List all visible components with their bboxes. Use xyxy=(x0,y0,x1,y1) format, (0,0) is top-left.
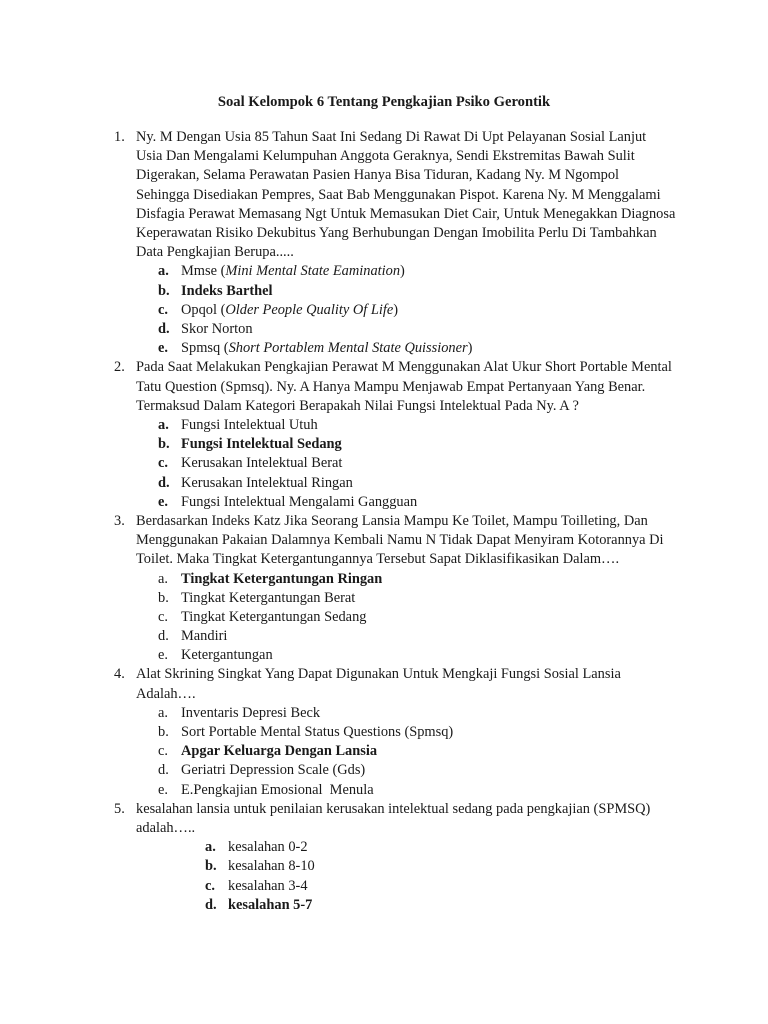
option-text: Opqol (Older People Quality Of Life) xyxy=(181,301,399,318)
question-1 xyxy=(0,128,768,358)
option-label: d. xyxy=(158,762,169,779)
option-a xyxy=(205,838,768,857)
option-label: a. xyxy=(158,570,168,587)
option-text: Tingkat Ketergantungan Sedang xyxy=(181,608,367,625)
option-label: d. xyxy=(158,320,170,337)
option-d xyxy=(158,320,768,339)
question-number: 2. xyxy=(114,359,125,376)
option-text: Spmsq (Short Portablem Mental State Quissioner) xyxy=(181,340,473,357)
option-b xyxy=(158,589,768,608)
option-text: Fungsi Intelektual Mengalami Gangguan xyxy=(181,493,418,510)
option-list xyxy=(158,416,768,512)
question-number: 1. xyxy=(114,129,125,145)
option-c xyxy=(158,301,768,320)
option-text: Mmse (Mini Mental State Eamination) xyxy=(181,263,405,280)
option-label: c. xyxy=(158,455,168,472)
option-text: Inventaris Depresi Beck xyxy=(181,704,321,721)
option-c xyxy=(205,877,768,896)
option-d xyxy=(158,627,768,646)
question-text: Pada Saat Melakukan Pengkajian Perawat M Menggunakan Alat Ukur Short Portable Mental Tatu Question (Spmsq). Ny. A Hanya Mampu Menjawab Empat Pertanyaan Yang Benar. Termaksud Dalam Kategori Berapakah Nilai Fungsi Intelektual Pada Ny. A ? xyxy=(136,359,672,414)
option-b xyxy=(158,435,768,454)
option-text: E.Pengkajian Emosional Menula xyxy=(181,781,374,798)
question-text: kesalahan lansia untuk penilaian kerusakan intelektual sedang pada pengkajian (SPMSQ) adalah….. xyxy=(136,800,651,836)
question-3 xyxy=(0,512,768,666)
option-label: a. xyxy=(158,263,169,280)
option-label: c. xyxy=(158,301,168,318)
option-label: d. xyxy=(158,474,170,491)
option-label: c. xyxy=(158,743,168,760)
option-b xyxy=(158,282,768,301)
question-text: Alat Skrining Singkat Yang Dapat Digunakan Untuk Mengkaji Fungsi Sosial Lansia Adalah…. xyxy=(136,666,621,702)
option-d xyxy=(158,474,768,493)
question-text: Berdasarkan Indeks Katz Jika Seorang Lansia Mampu Ke Toilet, Mampu Toilleting, Dan Menggunakan Pakaian Dalamnya Kembali Namu N Tidak Dapat Menyiram Kotorannya Di Toilet. Maka Tingkat Ketergantungannya Tersebut Sapat Diklasifikasikan Dalam…. xyxy=(136,512,664,568)
option-italic-text: Mini Mental State Eamination xyxy=(225,263,401,280)
option-text: Mandiri xyxy=(181,628,228,645)
question-number: 4. xyxy=(114,666,125,683)
option-list xyxy=(158,262,768,358)
option-a xyxy=(158,416,768,435)
option-label: b. xyxy=(158,724,169,741)
question-number: 5. xyxy=(114,800,125,817)
document-title: Soal Kelompok 6 Tentang Pengkajian Psiko Gerontik xyxy=(217,94,551,110)
option-label: b. xyxy=(158,589,169,606)
option-label: d. xyxy=(158,628,169,645)
option-label: a. xyxy=(158,704,168,721)
option-label: c. xyxy=(158,608,168,625)
option-text: Fungsi Intelektual Utuh xyxy=(181,416,318,433)
option-e xyxy=(158,646,768,665)
option-italic-text: Short Portablem Mental State Quissioner xyxy=(228,340,468,357)
option-text: kesalahan 3-4 xyxy=(228,877,308,894)
option-text-correct: Apgar Keluarga Dengan Lansia xyxy=(181,743,378,760)
option-b xyxy=(205,857,768,876)
option-text: Kerusakan Intelektual Berat xyxy=(181,455,343,472)
question-number: 3. xyxy=(114,512,125,529)
option-c xyxy=(158,608,768,627)
question-text: Ny. M Dengan Usia 85 Tahun Saat Ini Sedang Di Rawat Di Upt Pelayanan Sosial Lanjut Usia Dan Mengalami Kelumpuhan Anggota Geraknya, Sendi Ekstremitas Bawah Sulit Digerakan, Selama Perawatan Pasien Hanya Bisa Tiduran, Kadang Ny. M Ngompol Sehingga Disediakan Pempres, Saat Bab Menggunakan Pispot. Karena Ny. M Menggalami Disfagia Perawat Memasang Ngt Untuk Memasukan Diet Cair, Untuk Menegakkan Diagnosa Keperawatan Risiko Dekubitus Yang Berhubungan Dengan Imobilita Perlu Di Tambahkan Data Pengkajian Berupa..... xyxy=(136,129,676,261)
option-list xyxy=(205,838,768,915)
question-4 xyxy=(0,665,768,799)
option-text-correct: Tingkat Ketergantungan Ringan xyxy=(181,570,383,587)
option-label: b. xyxy=(205,858,217,875)
option-text-correct: kesalahan 5-7 xyxy=(228,896,313,913)
option-e xyxy=(158,493,768,512)
option-a xyxy=(158,570,768,589)
option-label: a. xyxy=(158,416,169,433)
question-5 xyxy=(0,800,768,915)
option-c xyxy=(158,454,768,473)
option-a xyxy=(158,704,768,723)
option-text: kesalahan 0-2 xyxy=(228,839,308,856)
option-b xyxy=(158,723,768,742)
option-c xyxy=(158,742,768,761)
option-d xyxy=(158,761,768,780)
option-label: e. xyxy=(158,493,168,510)
option-text: Skor Norton xyxy=(181,320,253,337)
option-text-correct: Indeks Barthel xyxy=(181,282,273,299)
question-list xyxy=(0,128,768,915)
option-text: Sort Portable Mental Status Questions (Spmsq) xyxy=(181,724,454,741)
option-text-correct: Fungsi Intelektual Sedang xyxy=(181,436,342,453)
option-label: e. xyxy=(158,781,168,798)
option-a xyxy=(158,262,768,281)
option-label: e. xyxy=(158,340,168,357)
option-italic-text: Older People Quality Of Life xyxy=(225,301,394,318)
option-label: b. xyxy=(158,282,170,299)
option-label: a. xyxy=(205,839,216,856)
option-text: Kerusakan Intelektual Ringan xyxy=(181,474,353,491)
option-label: c. xyxy=(205,877,215,894)
option-list xyxy=(158,704,768,800)
option-text: Ketergantungan xyxy=(181,647,273,664)
option-e xyxy=(158,781,768,800)
option-label: e. xyxy=(158,647,168,664)
option-text: kesalahan 8-10 xyxy=(228,858,315,875)
option-d xyxy=(205,896,768,915)
option-label: d. xyxy=(205,896,217,913)
question-2 xyxy=(0,358,768,512)
option-label: b. xyxy=(158,436,170,453)
option-text: Tingkat Ketergantungan Berat xyxy=(181,589,356,606)
option-e xyxy=(158,339,768,358)
option-list xyxy=(158,570,768,666)
option-text: Geriatri Depression Scale (Gds) xyxy=(181,762,366,779)
